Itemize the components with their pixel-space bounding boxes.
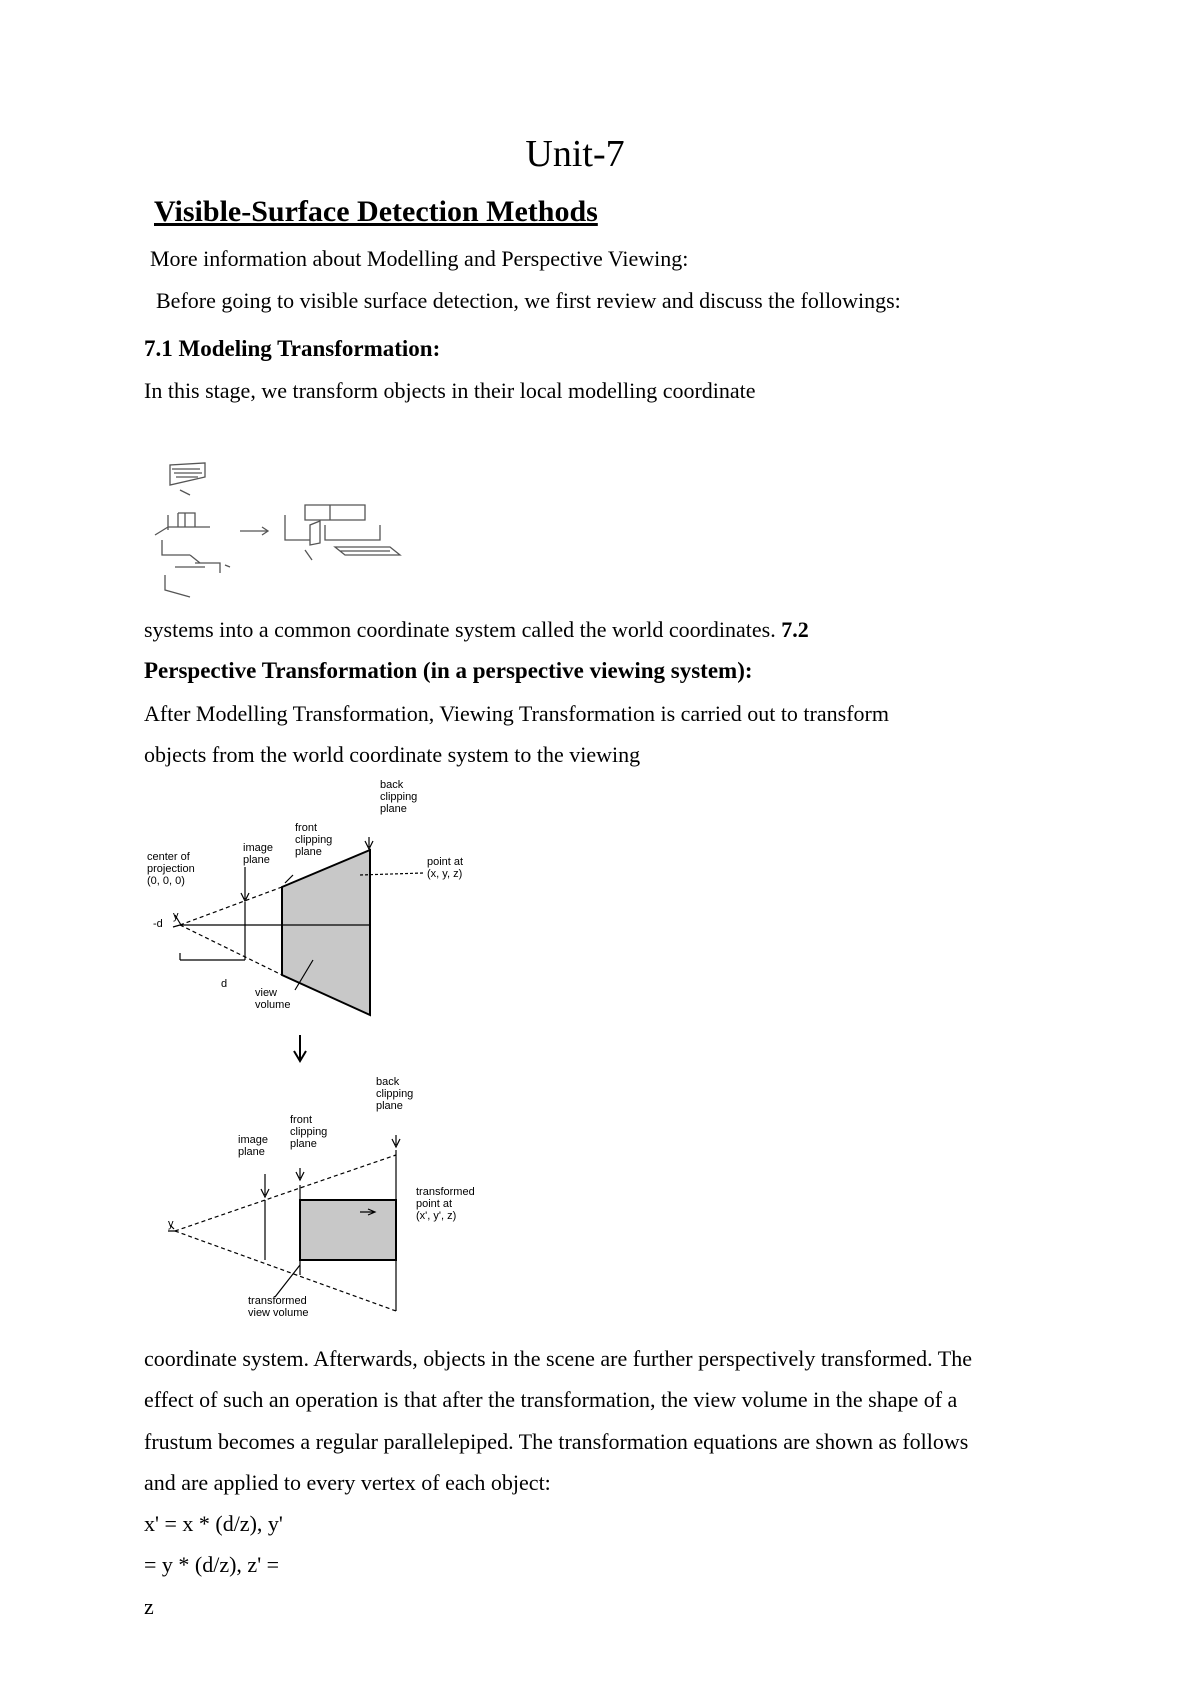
- center-of-projection-label: center of projection (0, 0, 0): [147, 851, 195, 887]
- section-7-1-heading: 7.1 Modeling Transformation:: [144, 336, 441, 361]
- y-axis-label: y: [173, 910, 179, 922]
- perspective-view-volume-figure: [145, 775, 505, 1020]
- intro-line-1: More information about Modelling and Perspective Viewing:: [150, 246, 689, 271]
- point-label: point at (x, y, z): [427, 856, 464, 880]
- equation-line-2: = y * (d/z), z' =: [144, 1552, 280, 1577]
- distance-d-label: d: [221, 978, 228, 990]
- transformed-point-label: transformed point at (x', y', z): [416, 1186, 475, 1222]
- paragraph-line-3: frustum becomes a regular parallelepiped. The transformation equations are shown as follows: [144, 1429, 969, 1454]
- section-7-2-heading: Perspective Transformation (in a perspective viewing system):: [144, 658, 753, 683]
- sketch-lines: [155, 463, 400, 597]
- front-clipping-label: front clipping plane: [290, 1114, 328, 1150]
- intro-line-2: Before going to visible surface detection, we first review and discuss the followings:: [156, 288, 901, 313]
- paragraph-line-4: and are applied to every vertex of each object:: [144, 1470, 551, 1495]
- image-plane-label: image plane: [238, 1134, 268, 1158]
- equation-line-1: x' = x * (d/z), y': [144, 1511, 283, 1536]
- frustum-shape: [282, 850, 370, 1015]
- modeling-transformation-sketch: [150, 455, 410, 605]
- paragraph-line-2: effect of such an operation is that after the transformation, the view volume in the shape of a: [144, 1387, 958, 1412]
- back-clipping-label: back clipping plane: [376, 1076, 414, 1112]
- transformed-view-volume-figure: [150, 1075, 510, 1320]
- section-7-2-number: 7.2: [781, 617, 809, 642]
- section-7-1-text: In this stage, we transform objects in their local modelling coordinate: [144, 378, 756, 403]
- minus-d-label: -d: [153, 918, 163, 930]
- section-7-1-continuation: systems into a common coordinate system called the world coordinates. 7.2: [144, 617, 809, 642]
- view-volume-label: view volume: [255, 987, 291, 1011]
- paragraph-line-1: coordinate system. Afterwards, objects in the scene are further perspectively transformed. The: [144, 1346, 972, 1371]
- section-7-2-line-2: objects from the world coordinate system to the viewing: [144, 742, 641, 767]
- section-7-2-line-1: After Modelling Transformation, Viewing Transformation is carried out to transform: [144, 701, 889, 726]
- transformed-volume-label: transformed view volume: [248, 1295, 309, 1319]
- chapter-heading: Visible-Surface Detection Methods: [154, 195, 598, 228]
- page-title: Unit-7: [525, 133, 625, 175]
- parallelepiped-shape: [300, 1200, 396, 1260]
- image-plane-label: image plane: [243, 842, 273, 866]
- down-arrow-icon: [290, 1033, 310, 1065]
- equation-line-3: z: [144, 1594, 154, 1619]
- front-clipping-label: front clipping plane: [295, 822, 333, 858]
- back-clipping-label: back clipping plane: [380, 779, 418, 815]
- y-axis-label: y: [168, 1218, 174, 1230]
